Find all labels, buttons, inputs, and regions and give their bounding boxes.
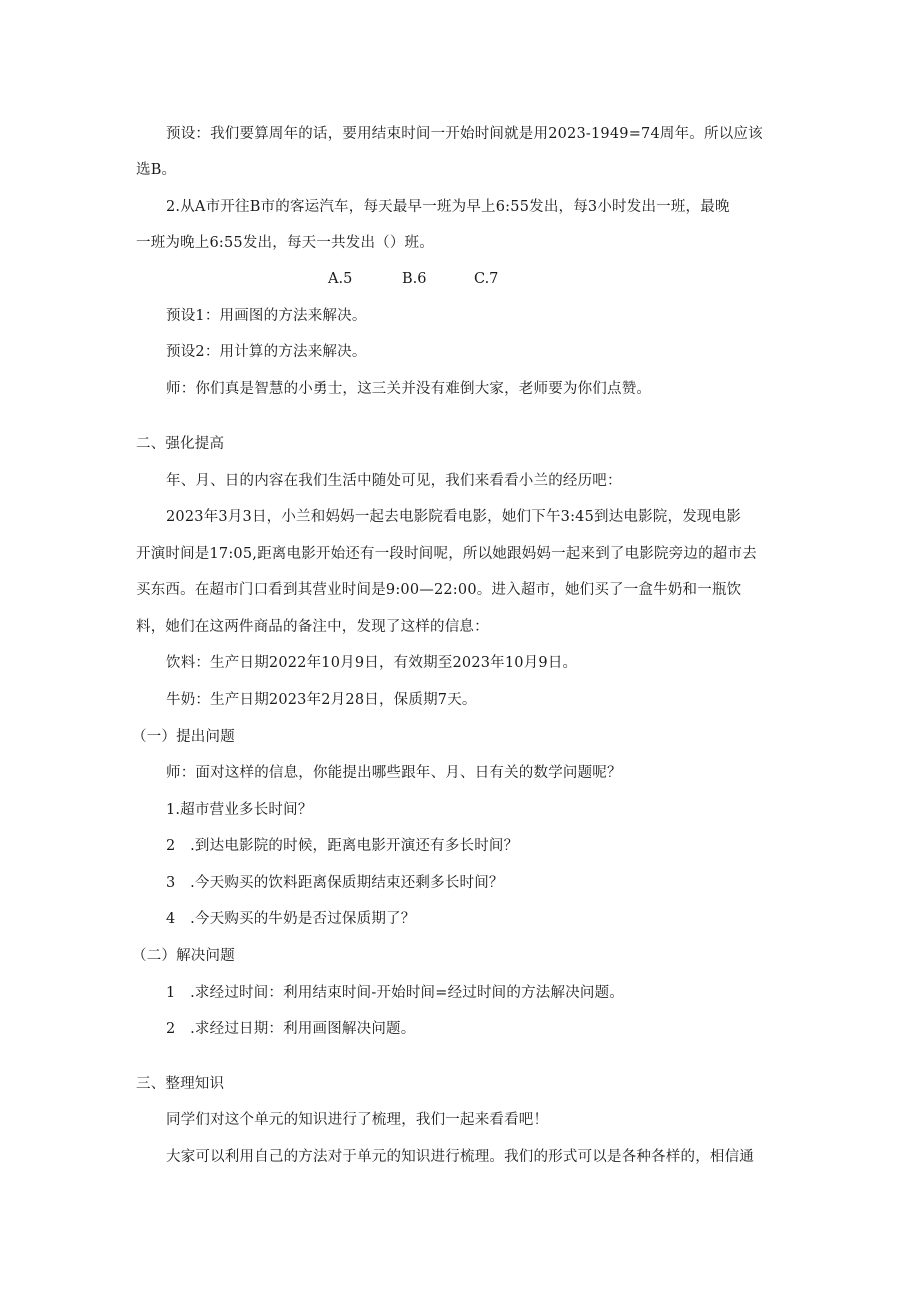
- subsection-solve-problems: （二）解决问题: [132, 948, 235, 964]
- story-line-3: 买东西。在超市门口看到其营业时间是9:00—22:00。进入超市，她们买了一盒牛奶和一瓶饮: [136, 582, 742, 598]
- question-item-1: 1.超市营业多长时间？: [166, 802, 313, 818]
- question-item-3: 3 .今天购买的饮料距离保质期结束还剩多长时间？: [166, 875, 504, 891]
- milk-info: 牛奶：生产日期2023年2月28日，保质期7天。: [166, 692, 477, 708]
- preset-2: 预设2：用计算的方法来解决。: [166, 344, 367, 360]
- story-line-4: 料，她们在这两件商品的备注中，发现了这样的信息：: [136, 619, 489, 635]
- teacher-question: 师：面对这样的信息，你能提出哪些跟年、月、日有关的数学问题呢？: [166, 765, 622, 781]
- story-intro: 年、月、日的内容在我们生活中随处可见，我们来看看小兰的经历吧：: [166, 473, 622, 489]
- drink-info: 饮料：生产日期2022年10月9日，有效期至2023年10月9日。: [166, 655, 578, 671]
- question-2-text-cont: 一班为晚上6:55发出，每天一共发出（）班。: [136, 235, 434, 251]
- choice-a: A.5: [328, 271, 353, 287]
- choice-c: C.7: [474, 271, 499, 287]
- solution-item-1: 1 .求经过时间：利用结束时间-开始时间=经过时间的方法解决问题。: [166, 985, 624, 1001]
- question-item-2: 2 .到达电影院的时候，距离电影开演还有多长时间？: [166, 838, 519, 854]
- solution-item-2: 2 .求经过日期：利用画图解决问题。: [166, 1021, 416, 1037]
- paragraph-answer-preset: 预设：我们要算周年的话，要用结束时间一开始时间就是用2023-1949=74周年。所以应该: [166, 126, 763, 142]
- choice-b: B.6: [402, 271, 427, 287]
- story-line-1: 2023年3月3日，小兰和妈妈一起去电影院看电影，她们下午3:45到达电影院，发现电影: [166, 509, 742, 525]
- organize-intro: 同学们对这个单元的知识进行了梳理，我们一起来看看吧！: [166, 1112, 549, 1128]
- paragraph-answer-choice: 选B。: [136, 162, 177, 178]
- question-2-choices: [328, 269, 498, 289]
- preset-1: 预设1：用画图的方法来解决。: [166, 308, 367, 324]
- question-2-text: 2.从A市开往B市的客运汽车，每天最早一班为早上6:55发出，每3小时发出一班，最晚: [166, 199, 730, 215]
- organize-text: 大家可以利用自己的方法对于单元的知识进行梳理。我们的形式可以是各种各样的，相信通: [166, 1149, 754, 1165]
- teacher-praise: 师：你们真是智慧的小勇士，这三关并没有难倒大家，老师要为你们点赞。: [166, 381, 652, 397]
- question-item-4: 4 .今天购买的牛奶是否过保质期了？: [166, 911, 416, 927]
- section-heading-2: 二、强化提高: [136, 436, 225, 452]
- section-heading-3: 三、整理知识: [136, 1076, 225, 1092]
- story-line-2: 开演时间是17:05,距离电影开始还有一段时间呢，所以她跟妈妈一起来到了电影院旁边的超市去: [136, 546, 757, 562]
- subsection-ask-questions: （一）提出问题: [132, 729, 235, 745]
